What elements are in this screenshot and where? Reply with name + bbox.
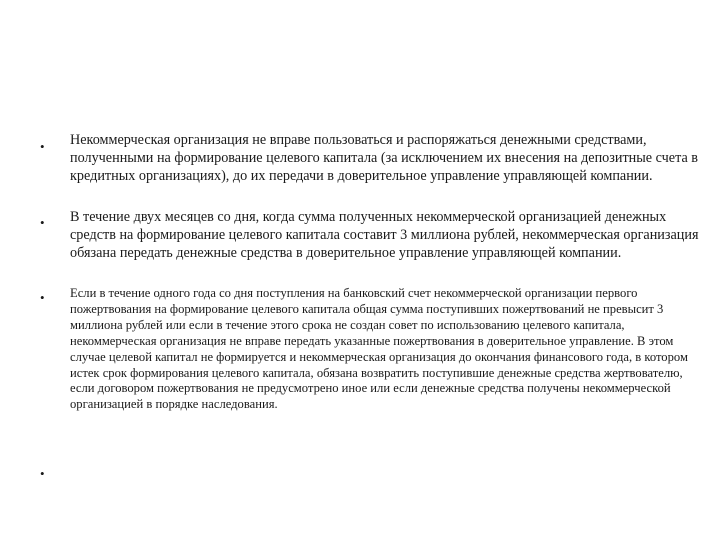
bullet-text-2: В течение двух месяцев со дня, когда сумма полученных некоммерческой организацией денежных средств на формирование целевого капитала составит 3 миллиона рублей, некоммерческая организация обязана передать денежные средства в доверительное управление управляющей компании. xyxy=(70,209,699,261)
bullet-marker: • xyxy=(40,139,45,154)
bullet-marker: • xyxy=(40,215,45,230)
bullet-text-3: Если в течение одного года со дня поступления на банковский счет некоммерческой организации первого пожертвования на формирование целевого капитала общая сумма поступивших пожертвований не превысит 3 миллиона рублей или если в течение этого срока не создан совет по использованию целевого капитала, некоммерческая организация не вправе передать указанные пожертвования в доверительное управление. В этом случае целевой капитал не формируется и некоммерческая организация до окончания финансового года, в котором истек срок формирования целевого капитала, обязана возвратить поступившие денежные средства жертвователю, если договором пожертвования не предусмотрено иное или если денежные средства получены некоммерческой организацией в порядке наследования. xyxy=(70,286,688,412)
bullet-marker: • xyxy=(40,466,45,481)
bullet-marker: • xyxy=(40,290,45,305)
bullet-text-1: Некоммерческая организация не вправе пользоваться и распоряжаться денежными средствами, полученными на формирование целевого капитала (за исключением их внесения на депозитные счета в кредитных организациях), до их передачи в доверительное управление управляющей компании. xyxy=(70,132,698,184)
